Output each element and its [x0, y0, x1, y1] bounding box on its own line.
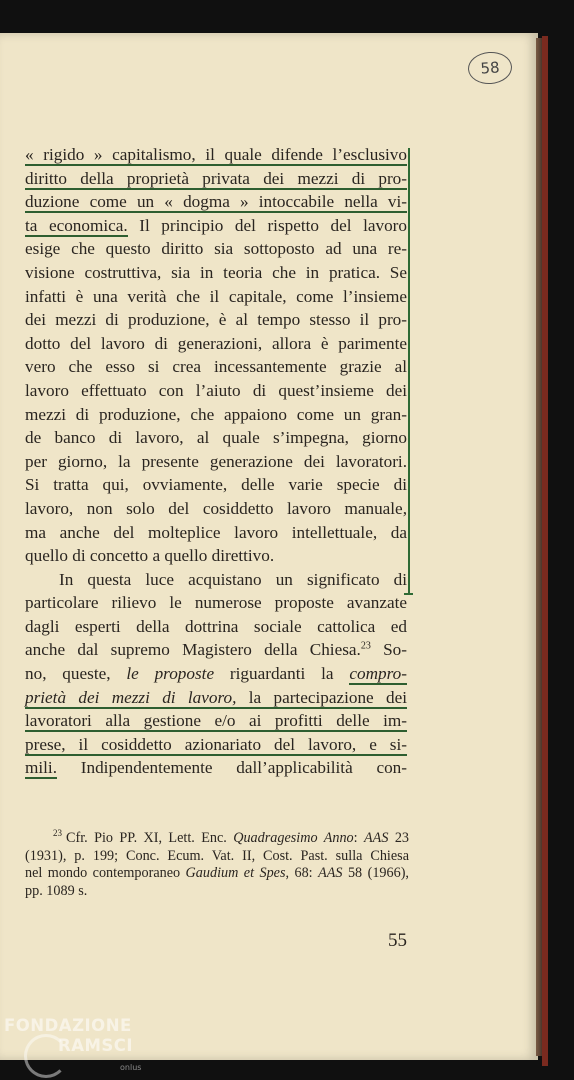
margin-marker-line — [408, 148, 410, 594]
footnote-line: pp. 1089 s. — [25, 882, 88, 899]
text-line — [25, 167, 407, 191]
text-line: dagli esperti della dottrina sociale cattolica ed — [25, 616, 407, 636]
watermark-onlus: onlus — [120, 1063, 142, 1072]
footnote-line: (1931), p. 199; Conc. Ecum. Vat. II, Cost. Past. sulla Chiesa — [25, 847, 409, 864]
footnote-line — [25, 830, 409, 848]
bookmark-ribbon — [542, 36, 548, 1066]
underlined-text: diritto della proprietà privata dei mezzi di pro- — [25, 168, 407, 188]
text-line: de banco di lavoro, al quale s’impegna, giorno — [25, 428, 407, 448]
underlined-text: « rigido » capitalismo, il quale difende l’esclusivo — [25, 145, 407, 164]
text-line: particolare rilievo le numerose proposte avanzate — [25, 593, 407, 613]
text-run: So- — [370, 640, 407, 660]
underlined-text: ta economica. — [25, 215, 128, 235]
text-line: per giorno, la presente generazione dei lavoratori. — [25, 451, 407, 471]
text-line: visione costruttiva, sia in teoria che in pratica. Se — [25, 262, 407, 282]
text-run: Cfr. Pio PP. XI, Lett. Enc. — [66, 830, 234, 846]
underlined-text: duzione come un « dogma » intoccabile nella vi- — [25, 192, 407, 212]
text-run: riguardanti la — [214, 664, 350, 684]
text-line: Si tratta qui, ovviamente, delle varie specie di — [25, 475, 407, 495]
text-line — [25, 214, 407, 238]
text-line — [25, 638, 407, 662]
footnote-number: 23 — [53, 828, 62, 839]
text-line: lavoro effettuato con l’aiuto di quest’insieme dei — [25, 380, 407, 400]
text-line: infatti è una verità che il capitale, come l’insieme — [25, 286, 407, 306]
page-stamp-text: 58 — [479, 58, 501, 78]
footnote-reference: 23 — [360, 640, 371, 652]
text-run: anche dal supremo Magistero della Chiesa. — [25, 640, 361, 660]
text-run: Indipendentemente dall’applicabilità con- — [57, 758, 407, 778]
text-line: lavoro, non solo del cosiddetto lavoro manuale, — [25, 498, 407, 518]
text-run: nel mondo contemporaneo — [25, 865, 186, 882]
underlined-text: mili. — [25, 758, 57, 778]
text-run: no, queste, — [25, 664, 127, 684]
text-line: dei mezzi di produzione, è al tempo stesso il pro- — [25, 310, 407, 330]
italic-text: AAS — [363, 830, 389, 846]
text-line: esige che questo diritto sia sottoposto ad una re- — [25, 239, 407, 259]
italic-text: Gaudium et Spes — [185, 865, 286, 882]
text-line: quello di concetto a quello direttivo. — [25, 546, 275, 566]
footnote — [25, 830, 409, 900]
text-line — [25, 143, 407, 167]
italic-text: AAS — [318, 865, 343, 882]
text-line — [25, 709, 407, 733]
text-line: dotto del lavoro di generazioni, allora è parimente — [25, 333, 407, 353]
underlined-italic-text: prietà dei mezzi di lavoro, — [25, 687, 237, 707]
text-run: , 68: — [285, 865, 319, 882]
text-run: 23 — [388, 830, 409, 846]
underlined-text: prese, il cosiddetto azionariato del lavoro, e si- — [25, 734, 407, 754]
underlined-text: la partecipazione dei — [236, 687, 407, 707]
text-line — [25, 662, 407, 686]
text-line — [25, 756, 407, 780]
text-line: In questa luce acquistano un significato di — [59, 569, 407, 589]
footnote-line — [25, 865, 409, 883]
body-text — [25, 143, 407, 780]
italic-text: le proposte — [126, 664, 215, 684]
text-line: vero che esso si crea incessantemente grazie al — [25, 357, 407, 377]
text-run: : — [353, 830, 364, 846]
text-line: ma anche del molteplice lavoro intellettuale, da — [25, 522, 407, 542]
text-run: 58 (1966), — [342, 865, 409, 882]
page-number: 55 — [388, 930, 407, 951]
text-line: mezzi di produzione, che appaiono come un gran- — [25, 404, 407, 424]
watermark-line-2: RAMSCI — [58, 1036, 134, 1055]
watermark-logo — [4, 1016, 142, 1072]
text-line — [25, 190, 407, 214]
watermark-line-1: FONDAZIONE — [4, 1016, 132, 1035]
text-line — [25, 733, 407, 757]
text-run: Il principio del rispetto del lavoro — [127, 215, 407, 235]
italic-text: Quadragesimo Anno — [233, 830, 354, 846]
underlined-text: lavoratori alla gestione e/o ai profitti delle im- — [25, 711, 407, 731]
underlined-italic-text: compro- — [349, 664, 407, 684]
text-line — [25, 686, 407, 710]
